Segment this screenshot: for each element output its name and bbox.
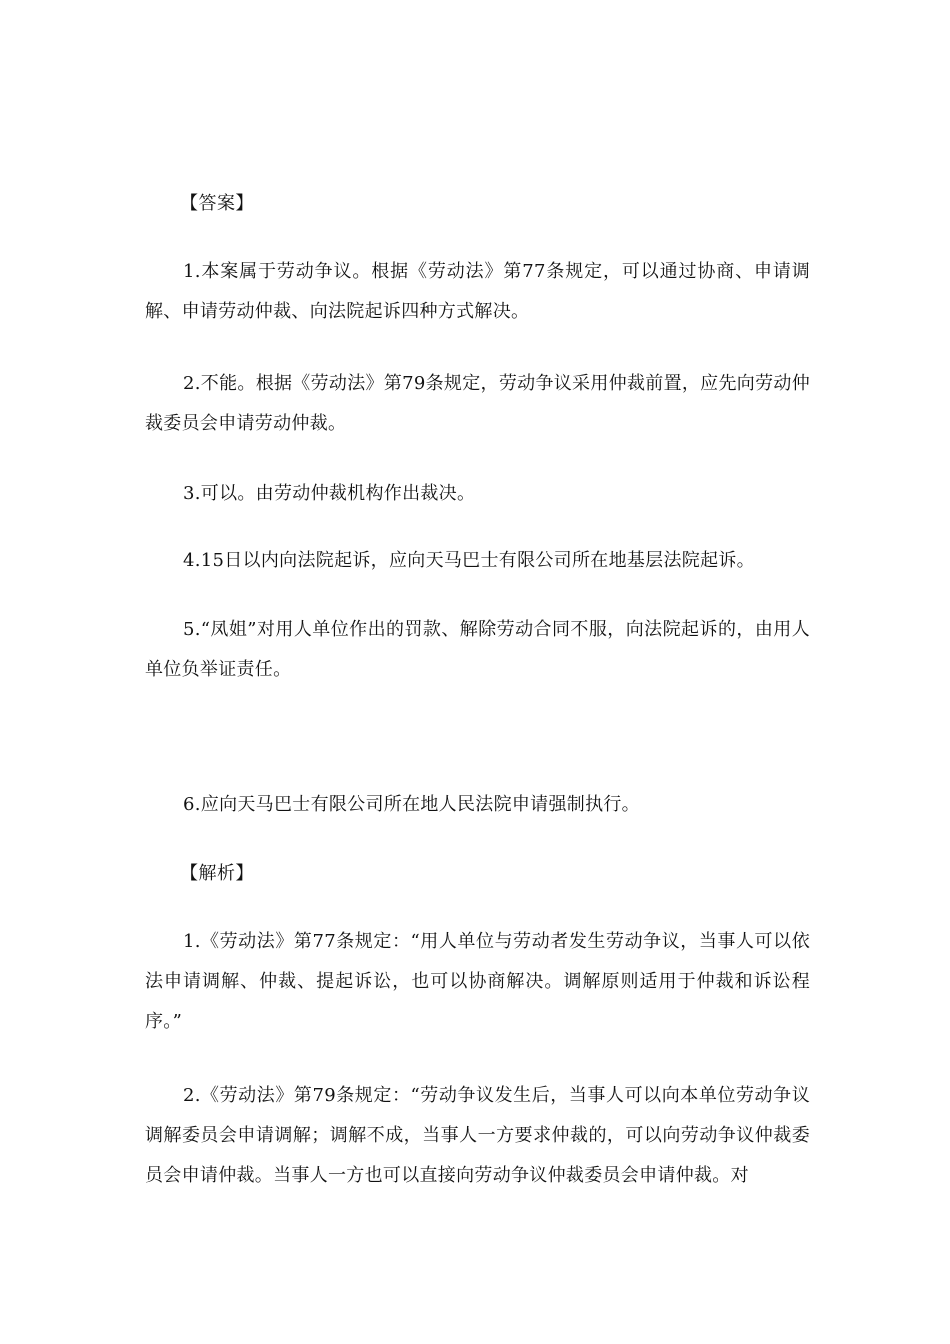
answer-item-2: 2.不能。根据《劳动法》第79条规定，劳动争议采用仲裁前置，应先向劳动仲裁委员会申请劳动仲裁。: [145, 373, 810, 434]
analysis-item-2: 2.《劳动法》第79条规定：“劳动争议发生后，当事人可以向本单位劳动争议调解委员会申请调解；调解不成，当事人一方要求仲裁的，可以向劳动争议仲裁委员会申请仲裁。当事人一方也可以直接向劳动争议仲裁委员会申请仲裁。对: [145, 1085, 810, 1186]
answer-item-3: 3.可以。由劳动仲裁机构作出裁决。: [183, 483, 476, 504]
answer-item-1: 1.本案属于劳动争议。根据《劳动法》第77条规定，可以通过协商、申请调解、申请劳动仲裁、向法院起诉四种方式解决。: [145, 261, 810, 322]
analysis-heading: 【解析】: [180, 863, 254, 884]
answer-heading: 【答案】: [180, 193, 254, 214]
analysis-item-1: 1.《劳动法》第77条规定：“用人单位与劳动者发生劳动争议，当事人可以依法申请调解、仲裁、提起诉讼，也可以协商解决。调解原则适用于仲裁和诉讼程序。”: [145, 931, 810, 1032]
answer-item-6: 6.应向天马巴士有限公司所在地人民法院申请强制执行。: [183, 794, 640, 815]
answer-item-4: 4.15日以内向法院起诉，应向天马巴士有限公司所在地基层法院起诉。: [183, 550, 755, 571]
answer-item-5: 5.“凤姐”对用人单位作出的罚款、解除劳动合同不服，向法院起诉的，由用人单位负举证责任。: [145, 619, 810, 680]
